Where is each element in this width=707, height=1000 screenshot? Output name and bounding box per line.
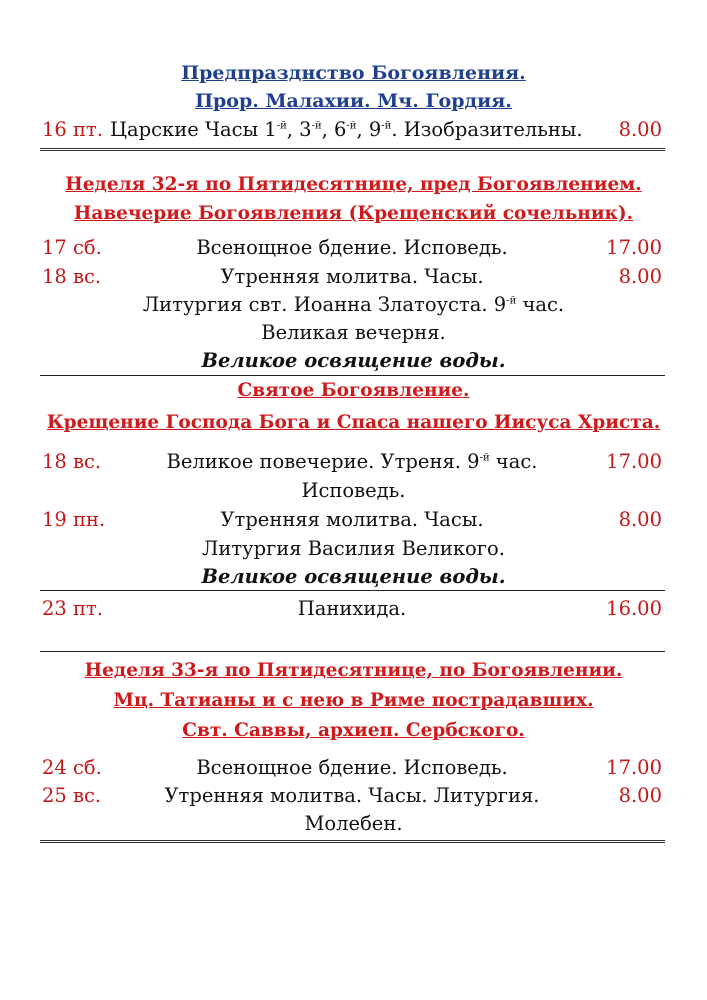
block2-row1	[42, 236, 662, 262]
service-text: Панихида.	[297, 597, 407, 620]
service-text: Утренняя молитва. Часы.	[220, 508, 484, 531]
block5-title-line3: Свт. Саввы, архиеп. Сербского.	[182, 720, 525, 741]
date-label: 16 пт.	[42, 118, 103, 141]
block3-line4: Литургия Василия Великого.	[202, 537, 505, 560]
service-text: Утренняя молитва. Часы. Литургия.	[164, 784, 540, 807]
block4-row	[42, 597, 662, 623]
date-label: 18 вс.	[42, 265, 102, 288]
date-label: 23 пт.	[42, 597, 103, 620]
date-label: 25 вс.	[42, 784, 102, 807]
block2-line4: Великая вечерня.	[261, 321, 446, 344]
divider	[40, 651, 665, 652]
date-label: 17 сб.	[42, 236, 102, 259]
service-text: Утренняя молитва. Часы.	[220, 265, 484, 288]
service-text: Всенощное бдение. Исповедь.	[196, 236, 508, 259]
service-text: Великое повечерие. Утреня. $9^{-й}$ час.	[166, 450, 538, 473]
time-label: 16.00	[606, 597, 662, 620]
block5-title-line2: Мц. Татианы и с нею в Риме пострадавших.	[113, 690, 594, 711]
block2-title-line2: Навечерие Богоявления (Крещенский сочельник).	[73, 203, 634, 224]
block1-row	[42, 118, 662, 144]
block5-row1	[42, 756, 662, 782]
divider	[40, 590, 665, 591]
service-text: Всенощное бдение. Исповедь.	[196, 756, 508, 779]
block2-line3: Литургия свт. Иоанна Златоуста. $9^{-й}$ час.	[142, 293, 565, 316]
block3-row1	[42, 450, 662, 476]
block5-title-line1: Неделя 33-я по Пятидесятнице, по Богоявлении.	[84, 660, 623, 681]
block3-title-line1: Святое Богоявление.	[237, 380, 470, 401]
time-label: 8.00	[618, 784, 662, 807]
divider	[40, 148, 665, 151]
date-label: 24 сб.	[42, 756, 102, 779]
block5-line3: Молебен.	[304, 812, 403, 835]
time-label: 8.00	[618, 265, 662, 288]
time-label: 17.00	[606, 756, 662, 779]
block1-title-line1: Предпразднство Богоявления.	[181, 62, 526, 84]
block1-title-line2: Прор. Малахии. Мч. Гордия.	[195, 90, 512, 112]
time-label: 17.00	[606, 236, 662, 259]
divider	[40, 375, 665, 376]
time-label: 8.00	[618, 118, 662, 141]
service-text: Царские Часы $1^{-й}$, $3^{-й}$, $6^{-й}$, $9^{-й}$. Изобразительны.	[110, 118, 583, 141]
block2-row2	[42, 265, 662, 291]
divider	[40, 840, 665, 843]
time-label: 8.00	[618, 508, 662, 531]
date-label: 18 вс.	[42, 450, 102, 473]
block3-line5: Великое освящение воды.	[201, 565, 506, 588]
block2-title-line1: Неделя 32-я по Пятидесятнице, пред Богоявлением.	[65, 174, 642, 195]
block2-line5: Великое освящение воды.	[201, 349, 506, 372]
block3-title-line2: Крещение Господа Бога и Спаса нашего Иисуса Христа.	[46, 412, 661, 433]
block3-row3	[42, 508, 662, 534]
block3-line2: Исповедь.	[301, 479, 406, 502]
block5-row2	[42, 784, 662, 810]
time-label: 17.00	[606, 450, 662, 473]
date-label: 19 пн.	[42, 508, 106, 531]
